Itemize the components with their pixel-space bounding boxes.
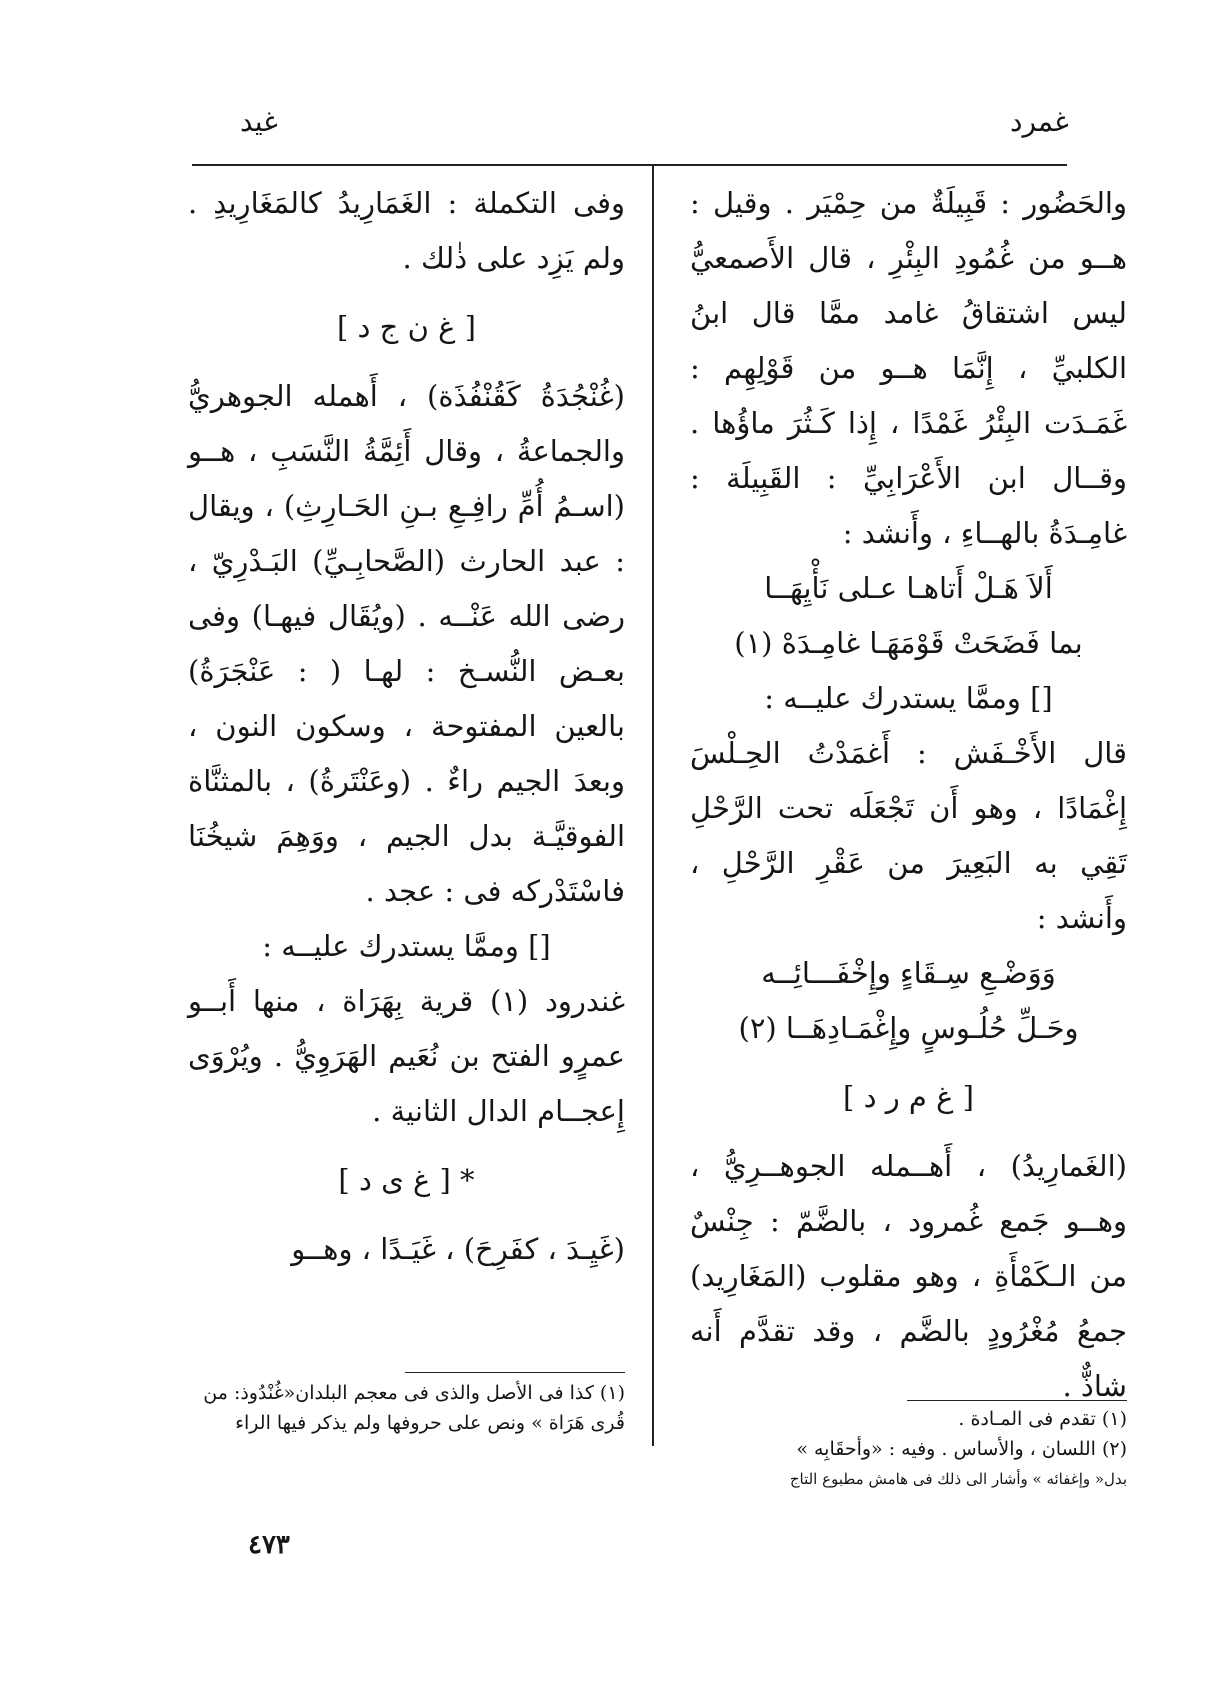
right-column bbox=[690, 176, 1127, 1414]
footnote-right-2-continued: بدل« وإغفائه » وأشار الى ذلك فى هامش مطبوع التاج bbox=[789, 1470, 1127, 1488]
right-paragraph-3: (الغَمارِيدُ) ، أَهــمله الجوهــرِيُّ ، وهــو جَمع غُمرود ، بالضَّمّ : جِنْسٌ من الـكَمْأَةِ ، وهو مقلوب (المَغَارِيد) جمعُ مُغْرُودٍ بالضَّم ، وقد تقدَّم أَنه شاذٌّ . bbox=[690, 1149, 1127, 1403]
footnote-right-2: (٢) اللسان ، والأساس . وفيه : «وأحقَابِه » bbox=[796, 1438, 1127, 1460]
header-rule bbox=[192, 164, 1067, 166]
column-divider bbox=[652, 164, 654, 1446]
running-head-right: غمرد bbox=[1010, 105, 1069, 138]
verse-1-line-1: أَلاَ هَـلْ أَتاهـا عـلى نَأْيِهَــا bbox=[764, 571, 1053, 605]
running-head-left: غيد bbox=[240, 105, 278, 138]
left-paragraph-4: (غَيِـدَ ، كفَرِحَ) ، غَيَـدًا ، وهــو bbox=[291, 1232, 625, 1266]
page-number: ٤٧٣ bbox=[248, 1530, 290, 1560]
left-paragraph-1: وفى التكملة : الغَمَارِيدُ كالمَغَارِيدِ . ولم يَزِد على ذٰلك . bbox=[188, 186, 625, 275]
footnotes-right bbox=[690, 1404, 1127, 1494]
entry-heading-ghnjd: [ غ ن ج د ] bbox=[337, 310, 476, 344]
footnote-rule-right bbox=[907, 1400, 1127, 1401]
entry-heading-ghmrd: [ غ م ر د ] bbox=[843, 1080, 974, 1114]
footnote-rule-left bbox=[405, 1372, 625, 1373]
right-addendum-label: [] وممَّا يستدرك عليــه : bbox=[764, 681, 1053, 715]
verse-1-line-2: بما فَضَحَتْ قَوْمَهَـا غامِـدَهْ (١) bbox=[734, 626, 1083, 660]
left-addendum-label: [] وممَّا يستدرك عليــه : bbox=[262, 929, 551, 963]
left-paragraph-3: غندرود (١) قرية بِهَرَاة ، منها أَبــو عمرٍو الفتح بن نُعَيم الهَرَوِيُّ . ويُرْوَى إِعجــام الدال الثانية . bbox=[188, 984, 626, 1128]
right-paragraph-2: قال الأَخْـفَش : أَغمَدْتُ الحِـلْسَ إِغْمَادًا ، وهو أَن تَجْعَلَه تحت الرَّحْلِ تَقِي به البَعِيرَ من عَقْرِ الرَّحْلِ ، وأَنشد : bbox=[690, 736, 1127, 935]
footnote-right-1: (١) تقدم فى المـادة . bbox=[958, 1408, 1127, 1430]
footnote-left-1: (١) كذا فى الأصل والذى فى معجم البلدان«غُنْدُوذ: من قُرى هَرَاة » ونص على حروفها ولم يذكر فيها الراء bbox=[203, 1382, 625, 1434]
right-paragraph-1: والحَضُور : قَبِيلَةٌ من حِمْيَر . وقيل : هــو من غُمُودِ البِئْرِ ، قال الأَصمعيُّ ليس اشتقاقُ غامد ممَّا قال ابنُ الكلبيِّ ، إِنَّمَا هــو من قَوْلِهِم : غَمَـدَت البِئْرُ غَمْدًا ، إِذا كَـثُرَ ماؤُها . وقــال ابن الأَعْرَابِيِّ : القَبِيلَة : غامِـدَةُ بالهــاءِ ، وأَنشد : bbox=[690, 186, 1127, 550]
left-paragraph-2: (غُنْجُدَةُ كَقُنْفُذَة) ، أَهمله الجوهريُّ والجماعةُ ، وقال أَئِمَّةُ النَّسَبِ ، هــو (اسـمُ أُمِّ رافِـعِ بـنِ الحَـارِثِ) ، ويقال : عبد الحارث (الصَّحابِـيِّ) البَـدْرِيّ ، رضى الله عَنْــه . (ويُقَال فيهـا) وفى بعـض النُّسـخ : لهـا ( : عَنْجَرَةُ) بالعين المفتوحة ، وسكون النون ، وبعدَ الجيم راءٌ . (وعَنْتَرةُ) ، بالمثنَّاة الفوقيَّـة بدل الجيم ، ووَهِمَ شيخُنَا فاسْتَدْركه فى : عجد . bbox=[188, 379, 625, 908]
verse-2-line-1: وَوَضْـعِ سِـقَاءٍ وإِخْفَـــائِــه bbox=[761, 956, 1056, 990]
left-column bbox=[188, 176, 625, 1277]
entry-heading-ghyd: * [ غ ى د ] bbox=[338, 1163, 475, 1197]
verse-2-line-2: وحَـلِّ حُلُـوسٍ وإِغْمَـادِهَــا (٢) bbox=[738, 1011, 1079, 1045]
footnotes-left bbox=[188, 1378, 625, 1438]
